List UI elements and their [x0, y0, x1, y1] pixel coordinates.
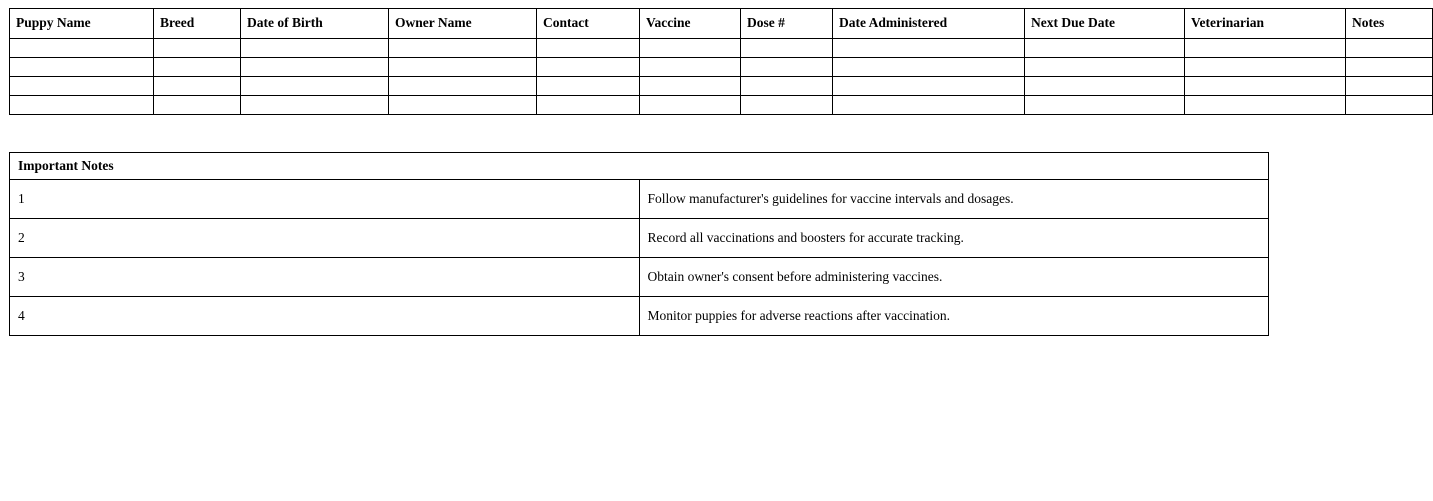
column-header-next-due-date: Next Due Date — [1025, 9, 1185, 39]
table-row — [10, 39, 1433, 58]
table-row — [10, 96, 1433, 115]
cell-dose-number[interactable] — [741, 96, 833, 115]
column-header-puppy-name: Puppy Name — [10, 9, 154, 39]
cell-dose-number[interactable] — [741, 39, 833, 58]
record-table-head — [10, 9, 1433, 39]
cell-date-of-birth[interactable] — [241, 58, 389, 77]
note-text: Follow manufacturer's guidelines for vaccine intervals and dosages. — [639, 180, 1269, 219]
cell-breed[interactable] — [154, 77, 241, 96]
cell-breed[interactable] — [154, 58, 241, 77]
cell-owner-name[interactable] — [389, 96, 537, 115]
cell-date-administered[interactable] — [833, 96, 1025, 115]
cell-vaccine[interactable] — [640, 77, 741, 96]
column-header-date-administered: Date Administered — [833, 9, 1025, 39]
record-table-header-row — [10, 9, 1433, 39]
cell-date-administered[interactable] — [833, 58, 1025, 77]
cell-puppy-name[interactable] — [10, 77, 154, 96]
column-header-vaccine: Vaccine — [640, 9, 741, 39]
cell-date-administered[interactable] — [833, 39, 1025, 58]
cell-owner-name[interactable] — [389, 58, 537, 77]
cell-date-of-birth[interactable] — [241, 96, 389, 115]
cell-notes[interactable] — [1346, 96, 1433, 115]
note-text: Obtain owner's consent before administering vaccines. — [639, 258, 1269, 297]
cell-puppy-name[interactable] — [10, 39, 154, 58]
cell-owner-name[interactable] — [389, 39, 537, 58]
column-header-contact: Contact — [537, 9, 640, 39]
column-header-notes: Notes — [1346, 9, 1433, 39]
important-notes-table — [9, 152, 1269, 336]
cell-vaccine[interactable] — [640, 96, 741, 115]
cell-vaccine[interactable] — [640, 39, 741, 58]
cell-date-of-birth[interactable] — [241, 39, 389, 58]
cell-puppy-name[interactable] — [10, 96, 154, 115]
cell-notes[interactable] — [1346, 58, 1433, 77]
note-number: 4 — [10, 297, 640, 336]
note-text: Record all vaccinations and boosters for accurate tracking. — [639, 219, 1269, 258]
cell-veterinarian[interactable] — [1185, 39, 1346, 58]
cell-contact[interactable] — [537, 96, 640, 115]
table-row — [10, 77, 1433, 96]
cell-contact[interactable] — [537, 77, 640, 96]
note-text: Monitor puppies for adverse reactions after vaccination. — [639, 297, 1269, 336]
cell-next-due-date[interactable] — [1025, 77, 1185, 96]
list-item — [10, 258, 1269, 297]
list-item — [10, 180, 1269, 219]
column-header-owner-name: Owner Name — [389, 9, 537, 39]
cell-contact[interactable] — [537, 58, 640, 77]
record-table-body — [10, 39, 1433, 115]
cell-next-due-date[interactable] — [1025, 58, 1185, 77]
cell-date-of-birth[interactable] — [241, 77, 389, 96]
table-row — [10, 58, 1433, 77]
cell-breed[interactable] — [154, 39, 241, 58]
column-header-veterinarian: Veterinarian — [1185, 9, 1346, 39]
list-item — [10, 219, 1269, 258]
cell-dose-number[interactable] — [741, 77, 833, 96]
cell-contact[interactable] — [537, 39, 640, 58]
cell-vaccine[interactable] — [640, 58, 741, 77]
cell-date-administered[interactable] — [833, 77, 1025, 96]
notes-table-body — [10, 153, 1269, 336]
cell-next-due-date[interactable] — [1025, 96, 1185, 115]
note-number: 2 — [10, 219, 640, 258]
cell-veterinarian[interactable] — [1185, 96, 1346, 115]
column-header-breed: Breed — [154, 9, 241, 39]
cell-next-due-date[interactable] — [1025, 39, 1185, 58]
cell-veterinarian[interactable] — [1185, 77, 1346, 96]
column-header-date-of-birth: Date of Birth — [241, 9, 389, 39]
cell-dose-number[interactable] — [741, 58, 833, 77]
list-item — [10, 297, 1269, 336]
note-number: 3 — [10, 258, 640, 297]
cell-puppy-name[interactable] — [10, 58, 154, 77]
cell-notes[interactable] — [1346, 39, 1433, 58]
puppy-vaccination-record-table — [9, 8, 1433, 115]
cell-breed[interactable] — [154, 96, 241, 115]
cell-notes[interactable] — [1346, 77, 1433, 96]
note-number: 1 — [10, 180, 640, 219]
notes-table-header-row — [10, 153, 1269, 180]
cell-veterinarian[interactable] — [1185, 58, 1346, 77]
column-header-dose-number: Dose # — [741, 9, 833, 39]
important-notes-title: Important Notes — [10, 153, 1269, 180]
cell-owner-name[interactable] — [389, 77, 537, 96]
